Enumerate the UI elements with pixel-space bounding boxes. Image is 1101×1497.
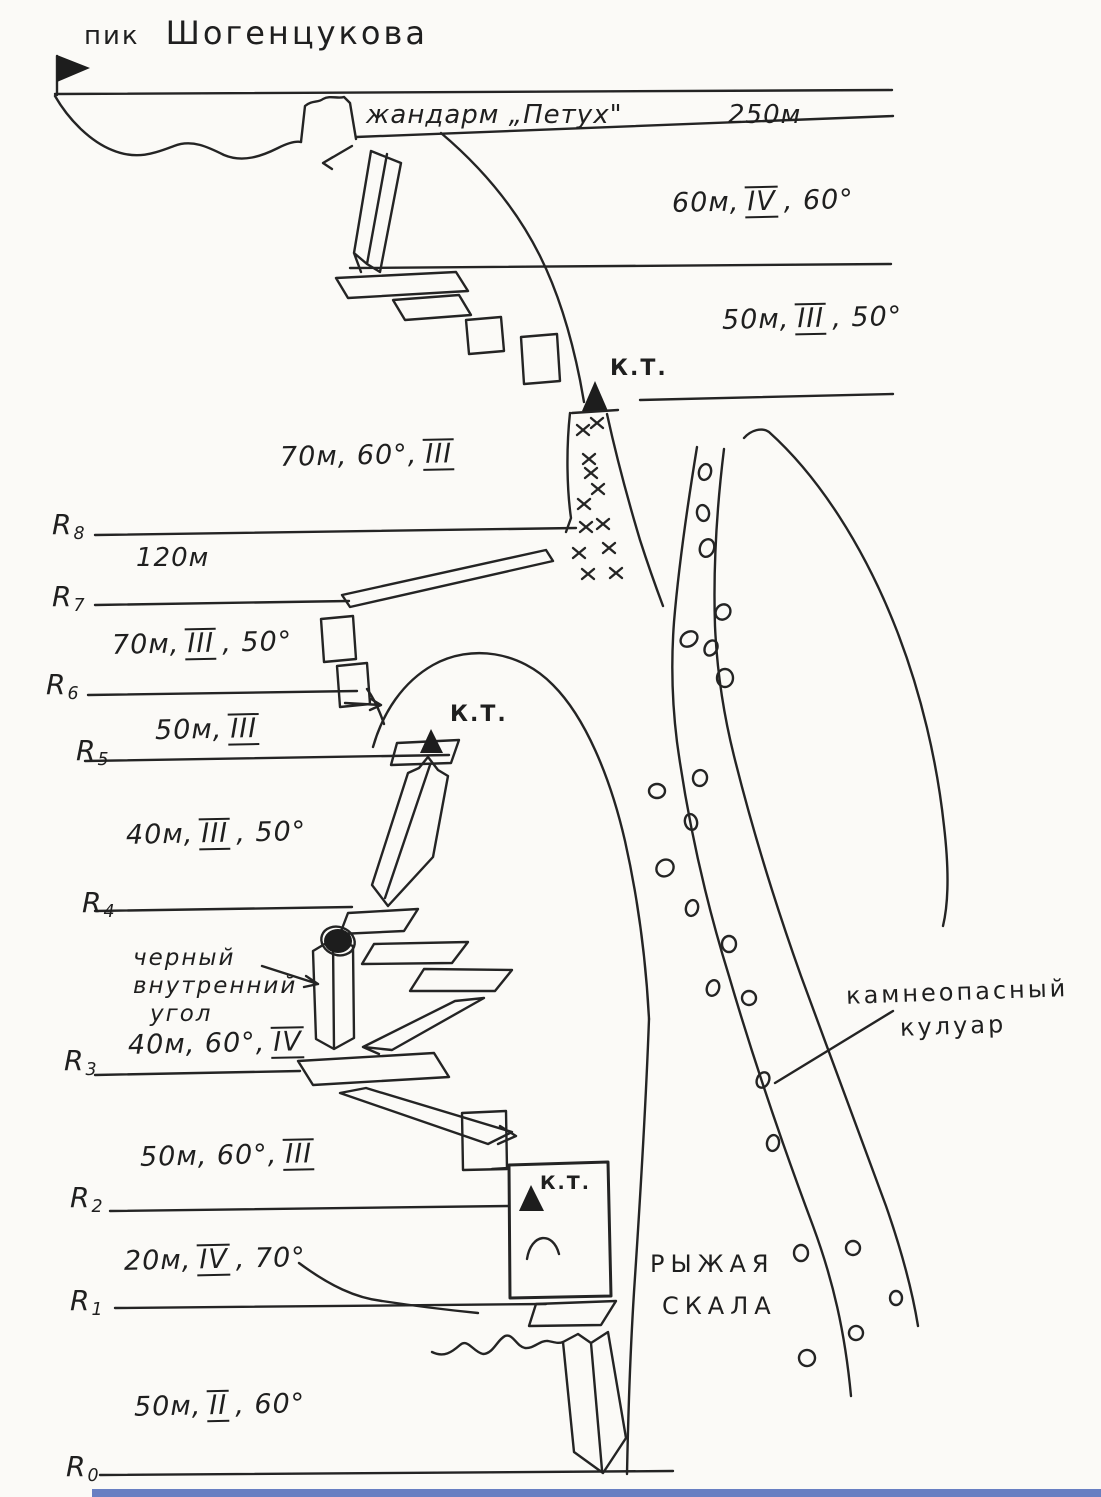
- ridge-wavy-line: [55, 96, 301, 159]
- gendarme-label: жандарм „Петух": [366, 100, 623, 130]
- ledge: [342, 550, 553, 607]
- bottom-dihedral: [563, 1332, 626, 1473]
- pitch-label-10: 50м, II , 60°: [133, 1388, 306, 1423]
- belay-label-r0: R 0: [66, 1450, 99, 1487]
- summit-flag-icon: [57, 55, 90, 95]
- belay-label-r2: R 2: [70, 1181, 103, 1218]
- route-arrow-ramp: [363, 998, 484, 1054]
- pillar-outline: [372, 757, 448, 906]
- control-point-label-3: К.Т.: [540, 1172, 591, 1194]
- ledge: [393, 295, 471, 320]
- rock-note-line1: РЫЖАЯ: [650, 1250, 775, 1278]
- black-corner: [313, 922, 359, 1049]
- corner-note-line2: внутренний: [133, 973, 298, 999]
- belay-label-r4: R 4: [82, 886, 115, 923]
- pitch-label-4: 70м, III , 50°: [111, 626, 293, 661]
- ledge: [340, 909, 418, 934]
- belay-line-r1: [115, 1304, 546, 1308]
- right-ridge-line: [744, 430, 948, 926]
- belay-label-r3: R 3: [64, 1044, 97, 1081]
- couloir-note-line2: кулуар: [899, 1010, 1007, 1042]
- pitch-label-5: 50м, III: [155, 713, 266, 748]
- pitch-label-9: 20м, IV , 70°: [123, 1242, 307, 1277]
- corner-note-line1: черный: [133, 945, 236, 971]
- ledge: [336, 272, 468, 298]
- summit-line: [55, 90, 892, 94]
- gendarme-height: 250м: [728, 100, 802, 130]
- gendarme-arrow: [323, 146, 352, 169]
- kt-line: [640, 394, 893, 400]
- control-point-triangle: [572, 381, 618, 413]
- rock-note-line2: СКАЛА: [662, 1292, 777, 1320]
- belay-line-r2: [110, 1206, 509, 1211]
- block: [337, 663, 370, 707]
- route-arrow-ramp: [340, 1088, 516, 1144]
- belay-line-r0: [100, 1471, 673, 1475]
- control-point-label-1: К.Т.: [610, 356, 668, 381]
- pitch-label-8: 50м, 60°, III: [140, 1138, 321, 1174]
- gendarme-outline: [301, 97, 356, 142]
- belay-line-r3: [95, 1071, 300, 1075]
- belay-line-r7: [95, 601, 349, 605]
- couloir-leader-line: [775, 1011, 893, 1083]
- corner-note-line3: угол: [150, 1001, 213, 1027]
- ledge: [410, 969, 512, 991]
- peak-title: пик Шогенцукова: [84, 14, 428, 52]
- belay-label-r6: R 6: [46, 668, 79, 705]
- belay-label-r8: R 8: [52, 508, 85, 545]
- pitch-label-1: 60м, IV , 60°: [671, 184, 855, 219]
- route-arrow: [345, 699, 381, 710]
- section-length-label: 120м: [136, 543, 210, 573]
- belay-line-r6: [88, 691, 357, 695]
- ledge: [466, 317, 504, 354]
- belay-label-r7: R 7: [52, 580, 85, 617]
- scan-edge-strip: [92, 1489, 1101, 1497]
- terrace-line: [350, 264, 891, 268]
- gully-left-edge: [566, 413, 571, 532]
- pitch-label-2: 50м, III , 50°: [721, 301, 903, 336]
- couloir-note-line1: камнеопасный: [845, 974, 1069, 1010]
- couloir-right-edge: [714, 449, 918, 1326]
- gully-right-edge: [607, 414, 663, 606]
- belay-label-r1: R 1: [70, 1284, 103, 1321]
- belay-line-r4: [95, 907, 352, 911]
- rockfall-marks: [649, 463, 902, 1369]
- ledge: [529, 1301, 616, 1326]
- pitch-label-3: 70м, 60°, III: [280, 438, 461, 474]
- belay-line-r8: [95, 528, 576, 535]
- rust-rock-edge: [627, 1019, 649, 1474]
- ledge: [362, 942, 468, 964]
- block: [321, 616, 356, 662]
- ledge: [298, 1053, 449, 1085]
- upper-chimney: [354, 151, 401, 272]
- pitch-label-7: 40м, 60°, IV: [128, 1026, 310, 1062]
- control-point-label-2: К.Т.: [450, 702, 508, 727]
- belay-label-r5: R 5: [76, 734, 109, 771]
- pitch-label-6: 40м, III , 50°: [125, 816, 307, 851]
- ledge: [521, 334, 560, 384]
- jagged-terrain: [432, 1336, 563, 1355]
